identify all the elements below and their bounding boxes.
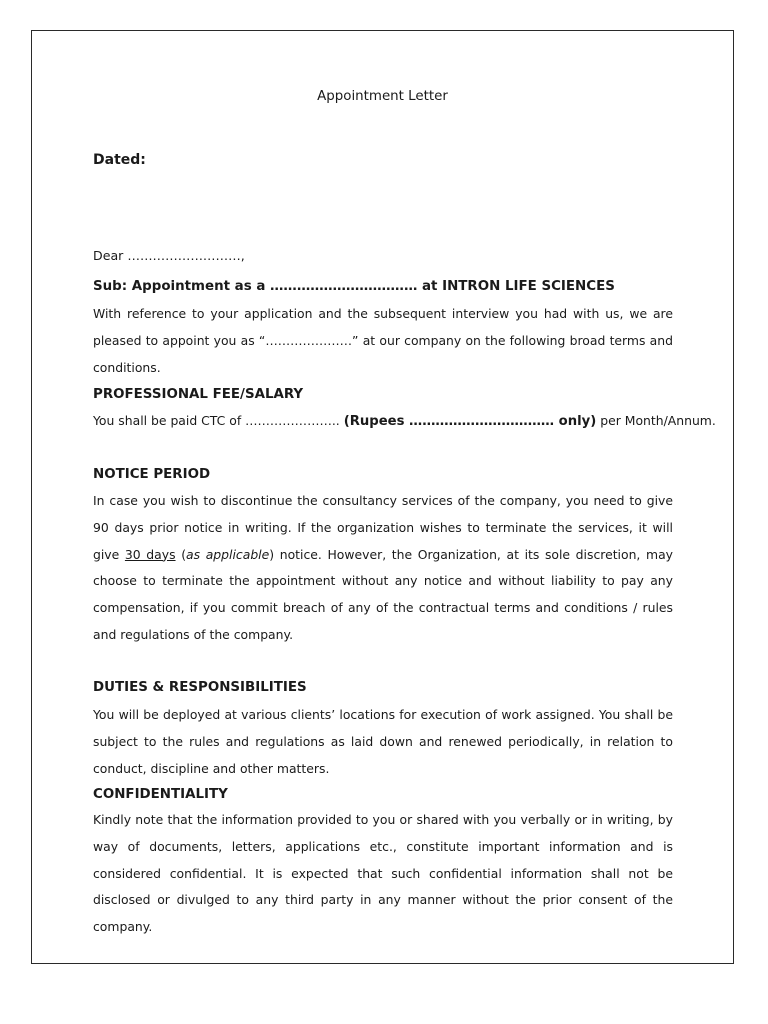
- confidentiality-heading: CONFIDENTIALITY: [93, 787, 228, 802]
- notice-applicable: as applicable: [186, 546, 270, 562]
- fee-text-after: per Month/Annum.: [600, 413, 716, 428]
- duties-paragraph: You will be deployed at various clients’ locations for execution of work assigned. You shall be subject to the rules and regulations as laid down and renewed periodically, in relation to conduct, discipline and other matters.: [93, 707, 673, 776]
- notice-heading: NOTICE PERIOD: [93, 467, 211, 482]
- notice-text-2: notice. However, the Organization, at its sole discretion, may choose to terminate the appointment without any notice and without liability to pay any compensation, if you commit breach of any of the contractual terms and conditions / rules and regulations of the company.: [93, 546, 673, 642]
- document-page: [31, 30, 734, 964]
- fee-heading: PROFESSIONAL FEE/SALARY: [93, 387, 304, 402]
- notice-paren-open: (: [181, 546, 187, 562]
- intro-paragraph: With reference to your application and the subsequent interview you had with us, we are pleased to appoint you as “…………………” at our company on the following broad terms and conditions.: [93, 306, 673, 375]
- duties-heading: DUTIES & RESPONSIBILITIES: [93, 680, 307, 695]
- document-title: Appointment Letter: [317, 89, 448, 104]
- notice-paren-close: ): [269, 546, 275, 562]
- fee-paragraph: [93, 413, 716, 429]
- notice-days: 30 days: [124, 546, 176, 562]
- dated-label: Dated:: [93, 152, 146, 168]
- fee-text-before: You shall be paid CTC of …………………..: [93, 413, 340, 428]
- fee-rupees: (Rupees …………………………… only): [343, 414, 597, 429]
- subject-line: Sub: Appointment as a …………………………… at INTRON LIFE SCIENCES: [93, 279, 615, 294]
- notice-text-1: In case you wish to discontinue the consultancy services of the company, you need to give 90 days prior notice in writing. If the organization wishes to terminate the services, it will give: [93, 493, 673, 562]
- notice-paragraph: [93, 488, 673, 649]
- salutation: Dear ………………………,: [93, 248, 245, 263]
- confidentiality-paragraph: Kindly note that the information provided to you or shared with you verbally or in writing, by way of documents, letters, applications etc., constitute important information and is considered confidential. It is expected that such confidential information shall not be disclosed or divulged to any third party in any manner without the prior consent of the company.: [93, 812, 673, 935]
